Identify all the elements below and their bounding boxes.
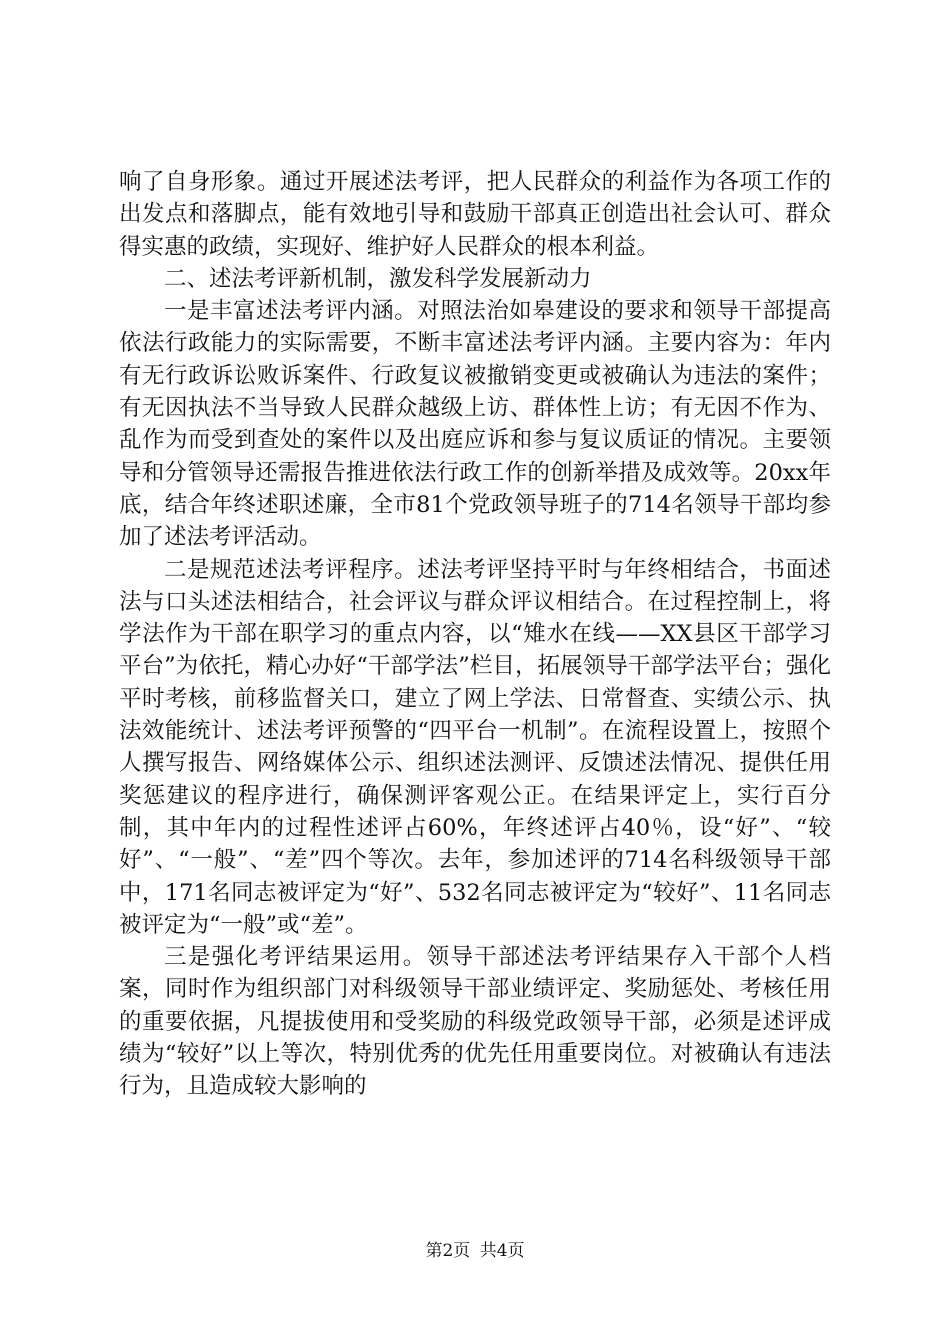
paragraph-standardize-procedure: 二是规范述法考评程序。述法考评坚持平时与年终相结合，书面述法与口头述法相结合，社会评议与群众评议相结合。在过程控制上，将学法作为干部在职学习的重点内容，以“雉水在线——XX县区干部学习平台”为依托，精心办好“干部学法”栏目，拓展领导干部学法平台；强化平时考核，前移监督关口，建立了网上学法、日常督查、实绩公示、执法效能统计、述法考评预警的“四平台一机制”。在流程设置上，按照个人撰写报告、网络媒体公示、组织述法测评、反馈述法情况、提供任用奖惩建议的程序进行，确保测评客观公正。在结果评定上，实行百分制，其中年内的过程性述评占60%，年终述评占40％，设“好”、“较好”、“一般”、“差”四个等次。去年，参加述评的714名科级领导干部中，171名同志被评定为“好”、532名同志被评定为“较好”、11名同志被评定为“一般”或“差”。 xyxy=(119,556,831,938)
page-total: 共4页 xyxy=(479,1241,525,1261)
paragraph-strengthen-results: 三是强化考评结果运用。领导干部述法考评结果存入干部个人档案，同时作为组织部门对科级领导干部业绩评定、奖励惩处、考核任用的重要依据，凡提拔使用和受奖励的科级党政领导干部，必须是述评成绩为“较好”以上等次，特别优秀的优先任用重要岗位。对被确认有违法行为，且造成较大影响的 xyxy=(119,944,831,1100)
section-heading: 二、述法考评新机制，激发科学发展新动力 xyxy=(164,265,592,292)
paragraph-enrich-content: 一是丰富述法考评内涵。对照法治如皋建设的要求和领导干部提高依法行政能力的实际需要，不断丰富述法考评内涵。主要内容为：年内有无行政诉讼败诉案件、行政复议被撤销变更或被确认为违法的案件；有无因执法不当导致人民群众越级上访、群体性上访；有无因不作为、乱作为而受到查处的案件以及出庭应诉和参与复议质证的情况。主要领导和分管领导还需报告推进依法行政工作的创新举措及成效等。20xx年底，结合年终述职述廉，全市81个党政领导班子的714名领导干部均参加了述法考评活动。 xyxy=(119,298,831,551)
page-footer xyxy=(0,1240,950,1262)
document-body xyxy=(119,166,831,1103)
paragraph-continuation: 响了自身形象。通过开展述法考评，把人民群众的利益作为各项工作的出发点和落脚点，能有效地引导和鼓励干部真正创造出社会认可、群众得实惠的政绩，实现好、维护好人民群众的根本利益。 xyxy=(119,169,831,260)
page-number: 第2页 xyxy=(425,1241,471,1261)
